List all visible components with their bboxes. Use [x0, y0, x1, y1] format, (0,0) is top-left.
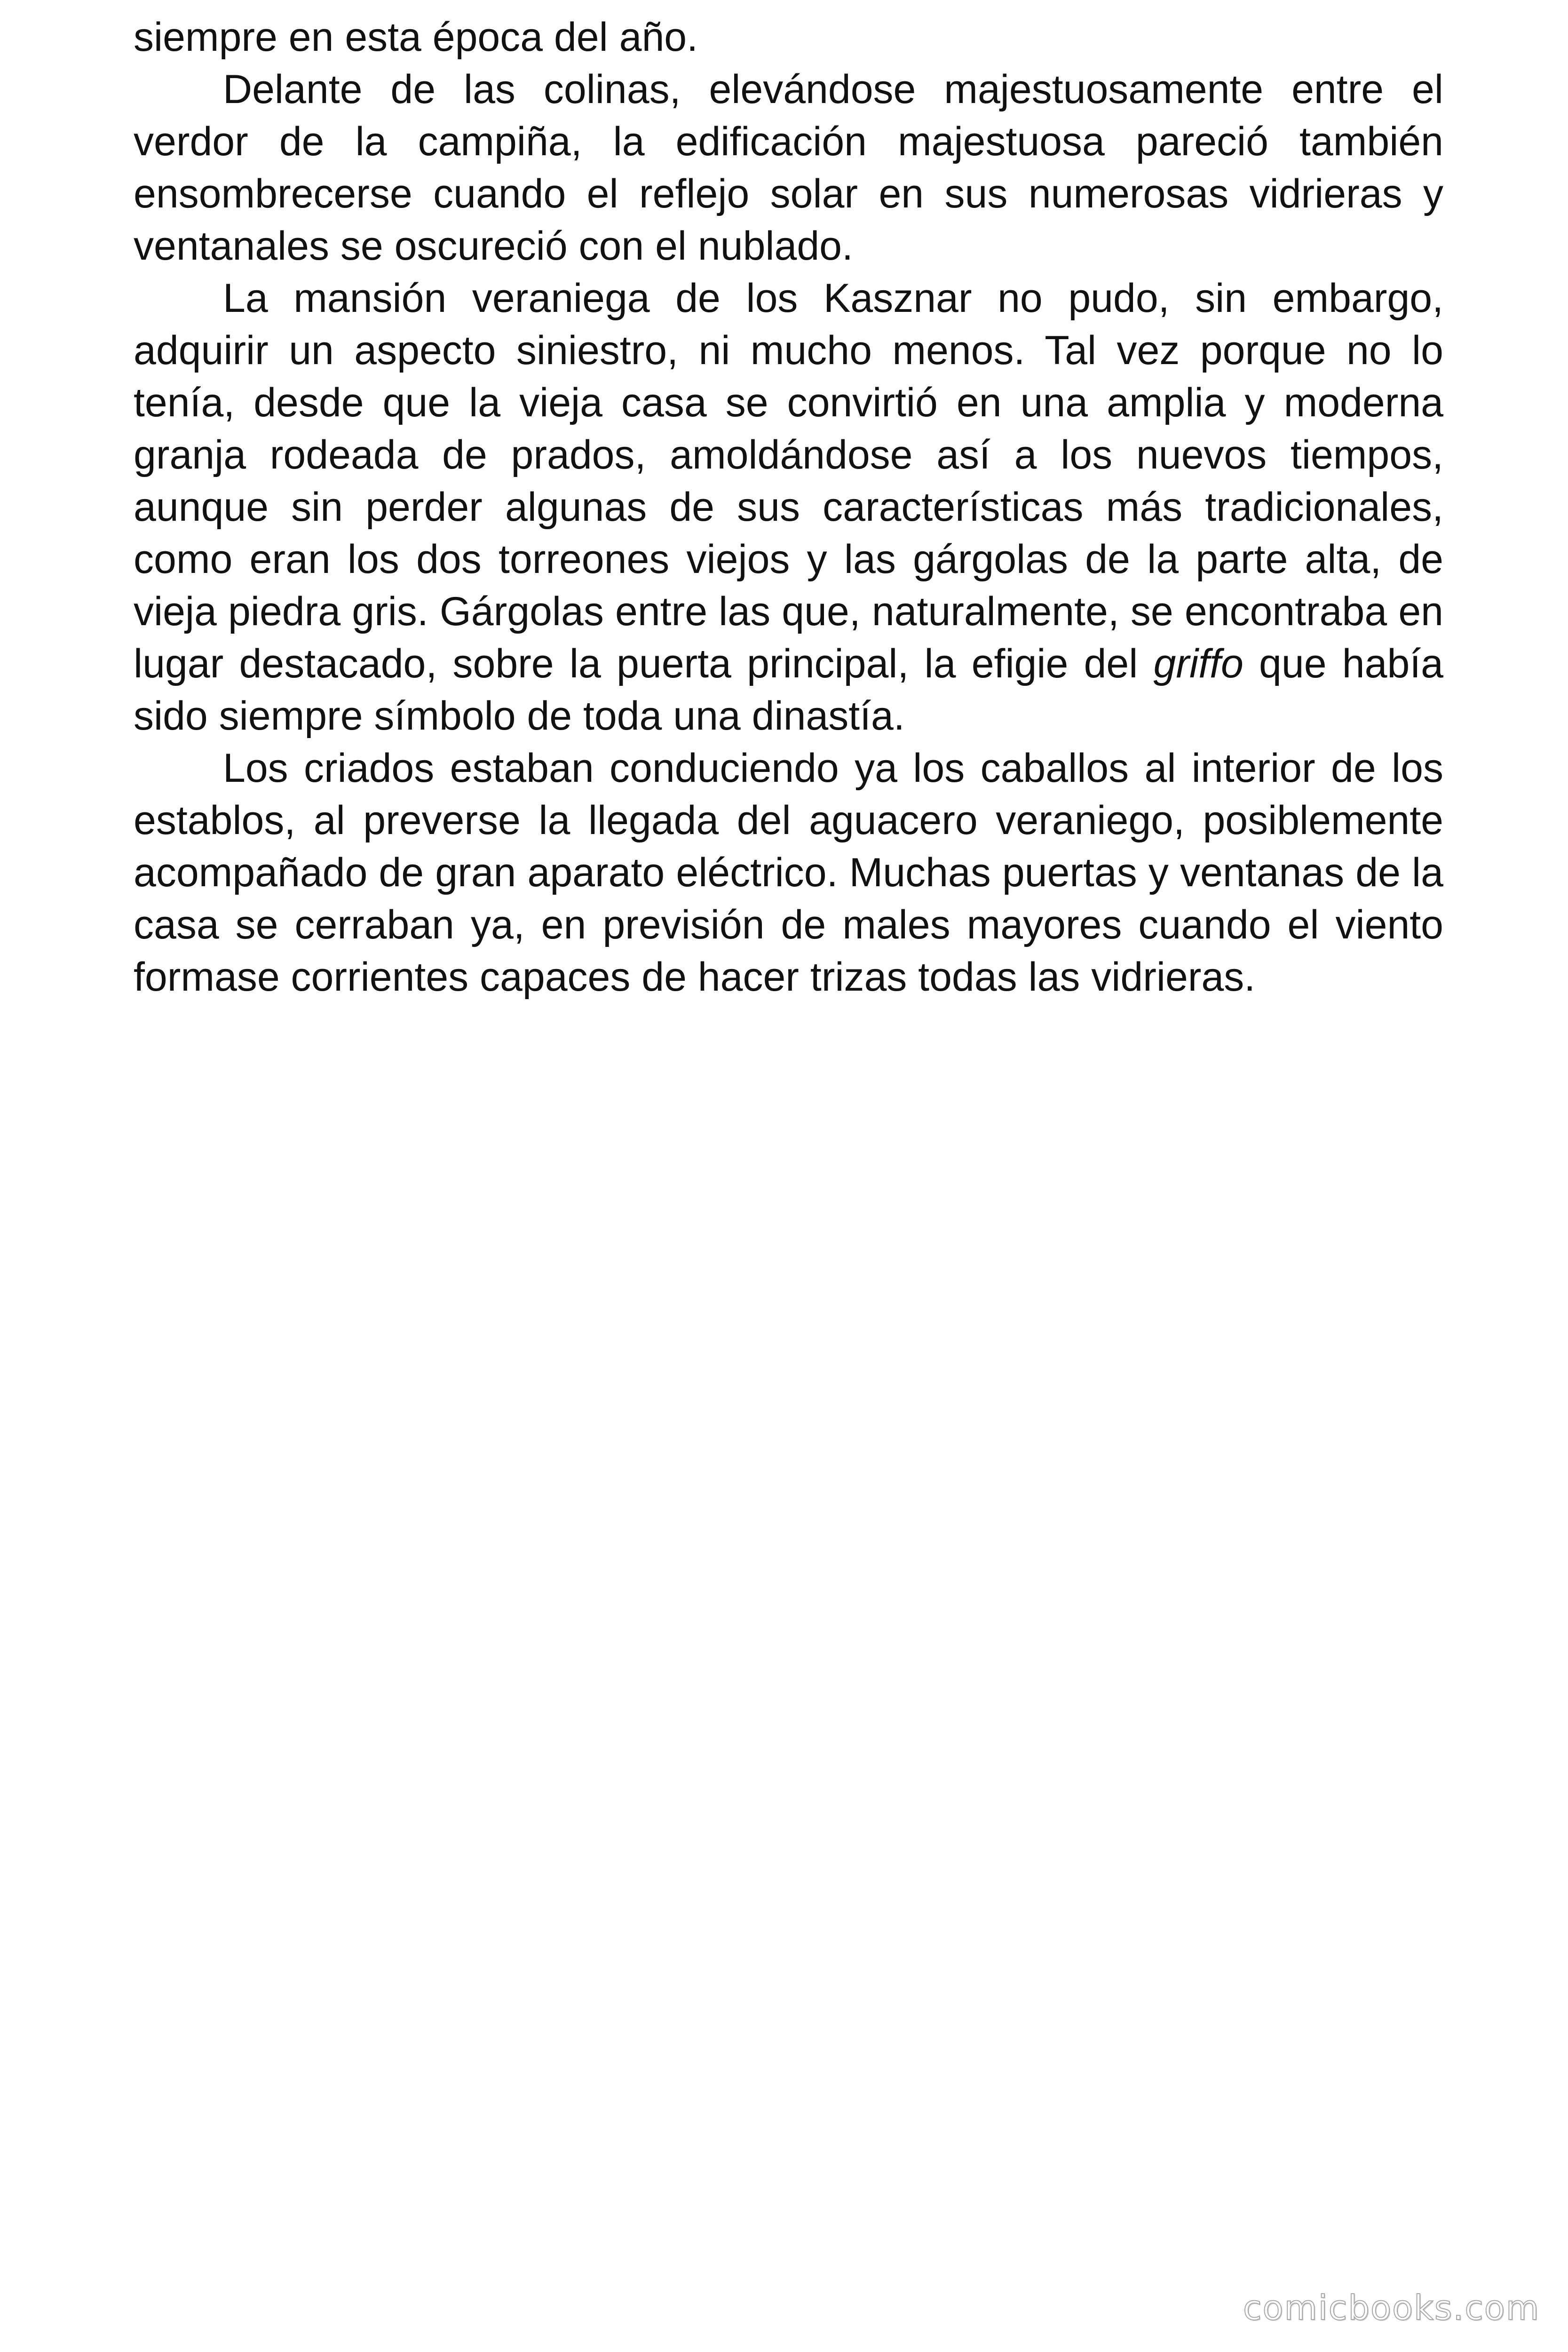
paragraph-3-text-after: que había sido siempre símbolo de toda una dinastía. [134, 641, 1443, 739]
paragraph-3-italic-word: griffo [1153, 641, 1243, 686]
watermark-logo: comicbooks.com [1243, 2288, 1540, 2328]
paragraph-4 [134, 742, 1443, 1003]
paragraph-1 [134, 11, 1443, 64]
paragraph-4-text: Los criados estaban conduciendo ya los caballos al interior de los establos, al preverse la llegada del aguacero veraniego, posiblemente acompañado de gran aparato eléctrico. Muchas puertas y ventanas de la casa se cerraban ya, en previsión de males mayores cuando el viento formase corrientes capaces de hacer trizas todas las vidrieras. [134, 746, 1443, 1000]
paragraph-2-text: Delante de las colinas, elevándose majestuosamente entre el verdor de la campiña, la edificación majestuosa pareció también ensombrecerse cuando el reflejo solar en sus numerosas vidrieras y ventanales se oscureció con el nublado. [134, 67, 1443, 269]
paragraph-2 [134, 64, 1443, 272]
page-body [134, 11, 1443, 1003]
paragraph-1-text: siempre en esta época del año. [134, 15, 698, 60]
paragraph-3-text: La mansión veraniega de los Kasznar no pudo, sin embargo, adquirir un aspecto siniestro, ni mucho menos. Tal vez porque no lo tenía, desde que la vieja casa se convirtió en una amplia y moderna granja rodeada de prados, amoldándose así a los nuevos tiempos, aunque sin perder algunas de sus características más tradicionales, como eran los dos torreones viejos y las gárgolas de la parte alta, de vieja piedra gris. Gárgolas entre las que, naturalmente, se encontraba en lugar destacado, sobre la puerta principal, la efigie del [134, 276, 1443, 686]
paragraph-3 [134, 272, 1443, 742]
